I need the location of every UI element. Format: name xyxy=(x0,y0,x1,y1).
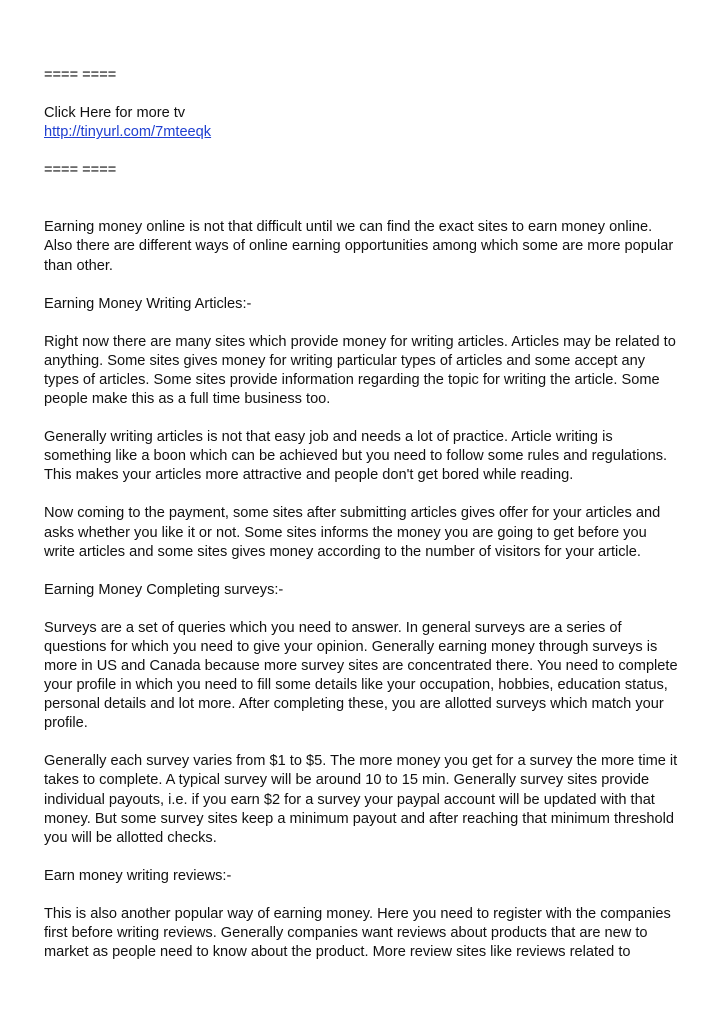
text-line: first before writing reviews. Generally companies want reviews about products that are new to xyxy=(44,925,648,941)
section-heading-surveys: Earning Money Completing surveys:- xyxy=(44,581,284,598)
promo-text: Click Here for more tv xyxy=(44,105,186,122)
text-line: questions for which you need to give your opinion. Generally earning money through surveys is xyxy=(44,638,658,655)
text-line: than other. xyxy=(44,257,113,274)
text-line: people make this as a full time business too. xyxy=(44,391,331,408)
text-line: Generally each survey varies from $1 to $5. The more money you get for a survey the more time it xyxy=(44,753,678,770)
text-line: your profile in which you need to fill some details like your occupation, hobbies, education status, xyxy=(44,677,668,694)
separator-bottom: ==== ==== xyxy=(44,162,117,179)
articles-paragraph-3 xyxy=(44,504,694,561)
text-line: market as people need to know about the product. More review sites like reviews related to xyxy=(44,944,631,961)
text-line: Also there are different ways of online earning opportunities among which some are more popular xyxy=(44,238,674,255)
text-line: Earning money online is not that difficult until we can find the exact sites to earn money online. xyxy=(44,219,653,236)
text-line: you will be allotted checks. xyxy=(44,829,217,846)
text-line: anything. Some sites gives money for writing particular types of articles and some accept any xyxy=(44,352,646,369)
articles-paragraph-2 xyxy=(44,428,694,485)
reviews-paragraph-1 xyxy=(44,905,694,962)
text-line: asks whether you like it or not. Some sites informs the money you are going to get before you xyxy=(44,524,647,541)
text-line: something like a boon which can be achieved but you need to follow some rules and regulations. xyxy=(44,448,668,465)
text-line: This makes your articles more attractive and people don't get bored while reading. xyxy=(44,467,574,484)
section-heading-articles: Earning Money Writing Articles:- xyxy=(44,295,252,312)
text-line: write articles and some sites gives money according to the number of visitors for your article. xyxy=(44,543,641,560)
section-heading-reviews: Earn money writing reviews:- xyxy=(44,867,232,884)
text-line: Now coming to the payment, some sites after submitting articles gives offer for your articles and xyxy=(44,505,661,522)
text-line: money. But some survey sites keep a minimum payout and after reaching that minimum threshold xyxy=(44,810,674,827)
text-line: This is also another popular way of earning money. Here you need to register with the companies xyxy=(44,905,671,922)
document-page xyxy=(44,66,694,962)
text-line: Surveys are a set of queries which you need to answer. In general surveys are a series of xyxy=(44,619,622,636)
text-line: Generally writing articles is not that easy job and needs a lot of practice. Article writing is xyxy=(44,429,613,446)
text-line: profile. xyxy=(44,715,88,732)
text-line: types of articles. Some sites provide information regarding the topic for writing the article. Some xyxy=(44,371,660,388)
text-line: takes to complete. A typical survey will be around 10 to 15 min. Generally survey sites provide xyxy=(44,772,650,789)
intro-paragraph xyxy=(44,218,694,275)
text-line: personal details and lot more. After completing these, you are allotted surveys which match your xyxy=(44,696,664,713)
separator-top: ==== ==== xyxy=(44,67,117,83)
surveys-paragraph-2 xyxy=(44,752,694,847)
promo-link[interactable]: http://tinyurl.com/7mteeqk xyxy=(44,124,212,141)
text-line: Right now there are many sites which provide money for writing articles. Articles may be related to xyxy=(44,333,676,350)
text-line: more in US and Canada because more survey sites are concentrated there. You need to complete xyxy=(44,657,678,674)
text-line: individual payouts, i.e. if you earn $2 for a survey your paypal account will be updated with that xyxy=(44,791,655,808)
articles-paragraph-1 xyxy=(44,333,694,409)
surveys-paragraph-1 xyxy=(44,619,694,734)
